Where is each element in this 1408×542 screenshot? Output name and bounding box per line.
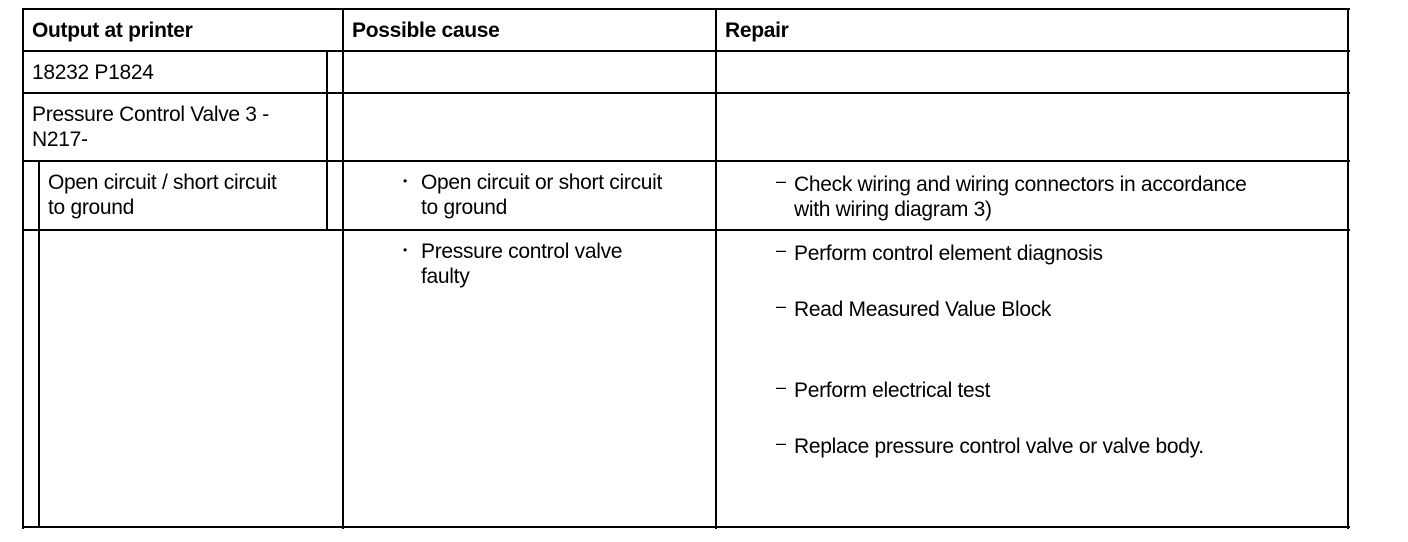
fault-type-line1: Open circuit / short circuit xyxy=(48,171,277,194)
cause-1-line2: to ground xyxy=(421,196,508,219)
table-border-top xyxy=(22,8,1350,10)
table-border-left xyxy=(22,8,24,529)
fault-type-line2: to ground xyxy=(48,196,135,219)
repair-1-line2: with wiring diagram 3) xyxy=(794,198,992,221)
dash-icon: – xyxy=(776,296,787,316)
header-output-at-printer: Output at printer xyxy=(32,19,193,42)
dash-icon: – xyxy=(776,171,787,191)
header-possible-cause: Possible cause xyxy=(352,19,500,42)
table-border-right xyxy=(1347,8,1349,529)
row-divider xyxy=(22,229,1350,231)
cause-2-line2: faulty xyxy=(421,265,470,288)
diagnostic-table xyxy=(22,8,1350,529)
column-divider xyxy=(715,8,717,529)
fault-code: 18232 P1824 xyxy=(32,61,154,84)
cause-1-line1: Open circuit or short circuit xyxy=(421,171,663,194)
sub-column-divider xyxy=(326,50,328,231)
dash-icon: – xyxy=(776,240,787,260)
repair-5: Replace pressure control valve or valve body. xyxy=(794,435,1204,458)
bullet-icon: • xyxy=(403,174,408,188)
column-divider xyxy=(342,8,344,529)
cause-2-line1: Pressure control valve xyxy=(421,240,623,263)
repair-2: Perform control element diagnosis xyxy=(794,242,1103,265)
repair-4: Perform electrical test xyxy=(794,379,991,402)
header-divider xyxy=(22,50,1350,52)
repair-3: Read Measured Value Block xyxy=(794,298,1052,321)
component-name-line2: N217- xyxy=(32,128,88,151)
table-border-bottom xyxy=(22,526,1350,528)
component-name-line1: Pressure Control Valve 3 - xyxy=(32,103,269,126)
header-repair: Repair xyxy=(725,19,789,42)
repair-1-line1: Check wiring and wiring connectors in accordance xyxy=(794,173,1247,196)
row-divider xyxy=(22,160,1350,162)
indent-divider xyxy=(38,160,40,528)
row-divider xyxy=(22,92,1350,94)
dash-icon: – xyxy=(776,377,787,397)
bullet-icon: • xyxy=(403,243,408,257)
dash-icon: – xyxy=(776,433,787,453)
